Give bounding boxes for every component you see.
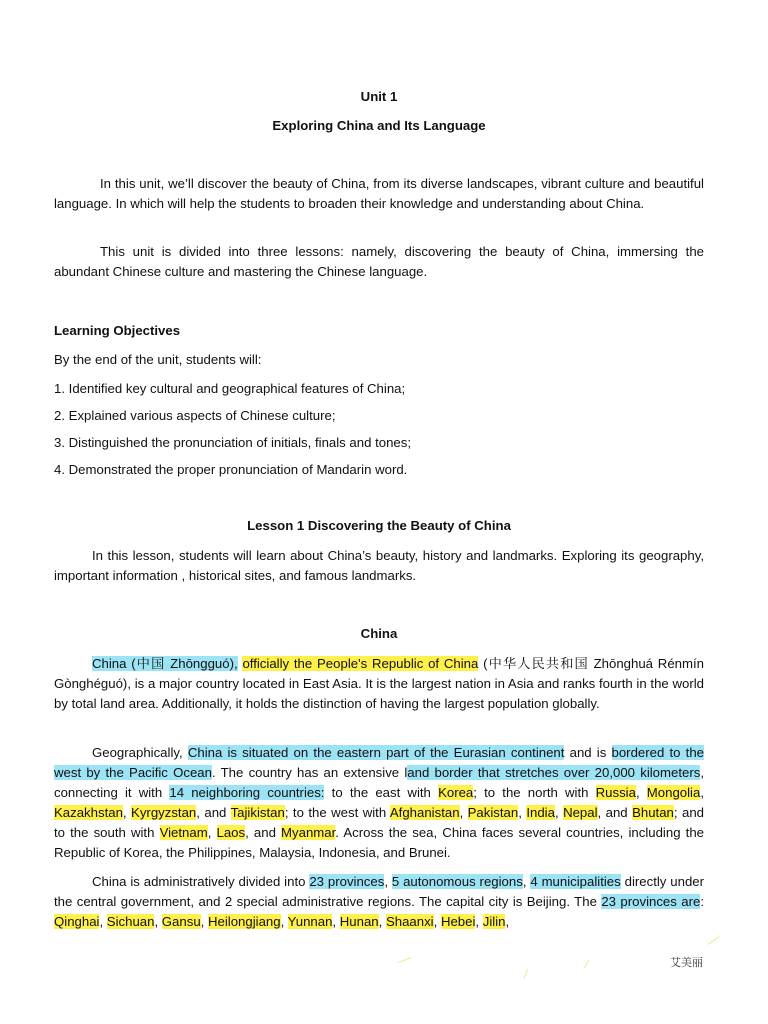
province-highlight: Hebei (440, 914, 476, 929)
country-highlight: Kazakhstan (54, 805, 123, 820)
decorative-mark (398, 957, 411, 963)
province-highlight: Jilin (482, 914, 506, 929)
lesson-intro: In this lesson, students will learn about China’s beauty, history and landmarks. Exploring its geography, important information , historical sites, and famous landmarks. (54, 548, 704, 583)
country-highlight: Kyrgyzstan (131, 805, 197, 820)
decorative-mark (524, 969, 528, 979)
highlight-blue: 23 provinces (309, 874, 385, 889)
country-highlight: Afghanistan (389, 805, 460, 820)
country-highlight: Nepal (563, 805, 598, 820)
country-highlight: Myanmar (281, 825, 336, 840)
country-highlight: Vietnam (159, 825, 208, 840)
province-highlight: Shaanxi (385, 914, 434, 929)
objective-item: 1. Identified key cultural and geographical features of China; (54, 381, 406, 396)
objective-item: 3. Distinguished the pronunciation of initials, finals and tones; (54, 435, 412, 450)
highlight-blue: 4 municipalities (530, 874, 621, 889)
province-highlight: Hunan (339, 914, 379, 929)
intro-paragraph-1: In this unit, we’ll discover the beauty of China, from its diverse landscapes, vibrant culture and beautiful language. In which will help the students to broaden their knowledge and understanding about China. (54, 176, 704, 211)
country-highlight: Korea (438, 785, 474, 800)
highlight-blue: and border that stretches over 20,000 kilometers (407, 765, 701, 780)
highlight-blue: bordered to the west by the Pacific Ocean (54, 745, 704, 780)
decorative-mark (584, 960, 590, 969)
country-highlight: Russia (595, 785, 636, 800)
china-paragraph-1: China (中国 Zhōngguó), officially the People's Republic of China (中华人民共和国 Zhōnghuá Rénmín Gònghéguó), is a major country located in East Asia. It is the largest nation in Asia and ranks fourth in the world by total land area. Additionally, it holds the distinction of having the largest population globally. (54, 656, 704, 711)
country-highlight: Laos (216, 825, 246, 840)
objective-item: 2. Explained various aspects of Chinese culture; (54, 408, 336, 423)
objective-item: 4. Demonstrated the proper pronunciation of Mandarin word. (54, 462, 408, 477)
country-highlight: Mongolia (646, 785, 701, 800)
china-paragraph-3: China is administratively divided into 23 provinces, 5 autonomous regions, 4 municipalities directly under the central government, and 2 special administrative regions. The capital city is Beijing. The 23 provinces are: Qinghai, Sichuan, Gansu, Heilongjiang, Yunnan, Hunan, Shaanxi, Hebei, Jilin, (54, 874, 704, 929)
lesson-title: Lesson 1 Discovering the Beauty of China (247, 518, 511, 533)
country-highlight: Bhutan (632, 805, 674, 820)
china-paragraph-2: Geographically, China is situated on the eastern part of the Eurasian continent and is bordered to the west by the Pacific Ocean. The country has an extensive land border that stretches over 20,000 kilometers, connecting it with 14 neighboring countries: to the east with Korea; to the north with Russia, Mongolia, Kazakhstan, Kyrgyzstan, and Tajikistan; to the west with Afghanistan, Pakistan, India, Nepal, and Bhutan; and to the south with Vietnam, Laos, and Myanmar. Across the sea, China faces several countries, including the Republic of Korea, the Philippines, Malaysia, Indonesia, and Brunei. (54, 745, 705, 860)
china-heading: China (360, 626, 398, 641)
decorative-mark (708, 936, 720, 945)
highlight-blue: China (中国 Zhōngguó), (92, 656, 238, 671)
country-highlight: Tajikistan (230, 805, 285, 820)
highlight-yellow: officially the People's Republic of China (242, 656, 479, 671)
objectives-heading: Learning Objectives (54, 323, 181, 338)
province-highlight: Sichuan (106, 914, 155, 929)
highlight-blue: 5 autonomous regions (391, 874, 523, 889)
country-highlight: Pakistan (467, 805, 519, 820)
country-highlight: India (526, 805, 555, 820)
highlight-blue: China is situated on the eastern part of the Eurasian continent (187, 745, 565, 760)
intro-paragraph-2: This unit is divided into three lessons: namely, discovering the beauty of China, immersing the abundant Chinese culture and mastering the Chinese language. (54, 244, 704, 279)
unit-label: Unit 1 (360, 89, 398, 104)
highlight-blue: 14 neighboring countries: (169, 785, 325, 800)
province-highlight: Gansu (161, 914, 201, 929)
objectives-lead: By the end of the unit, students will: (54, 352, 262, 367)
unit-title: Exploring China and Its Language (272, 118, 486, 133)
province-highlight: Heilongjiang (207, 914, 281, 929)
signature: 艾美丽 (670, 956, 703, 969)
province-highlight: Yunnan (287, 914, 333, 929)
province-highlight: Qinghai (54, 914, 100, 929)
highlight-blue: 23 provinces are (601, 894, 701, 909)
